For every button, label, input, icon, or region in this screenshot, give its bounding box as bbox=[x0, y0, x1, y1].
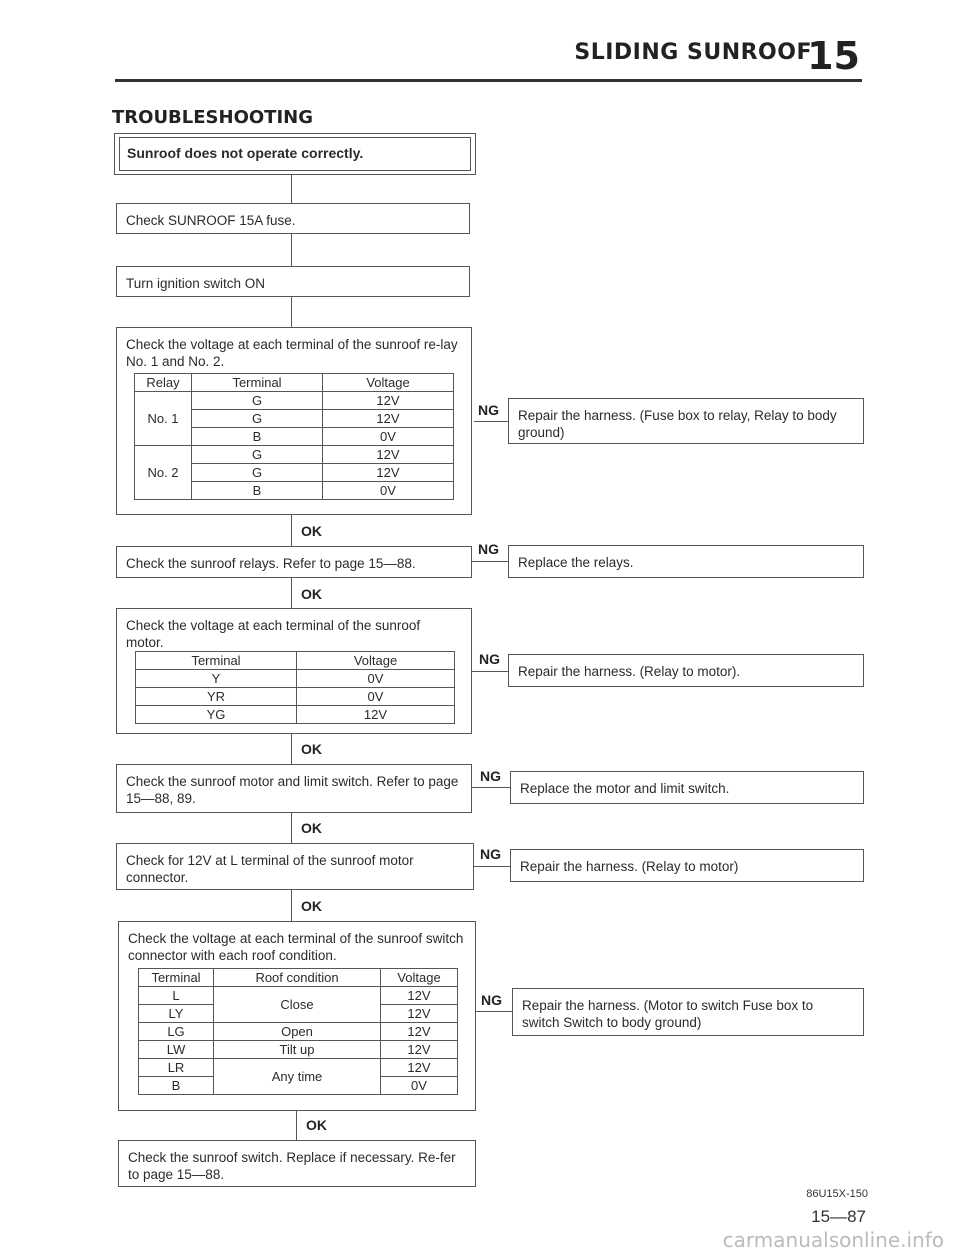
figure-code: 86U15X-150 bbox=[806, 1188, 868, 1200]
roof-condition-cell: Close bbox=[214, 987, 381, 1023]
table-header: Voltage bbox=[323, 374, 454, 392]
table-row bbox=[139, 1059, 458, 1077]
table-row bbox=[139, 1041, 458, 1059]
terminal-cell: G bbox=[192, 392, 323, 410]
voltage-cell: 12V bbox=[323, 464, 454, 482]
ok-label: OK bbox=[306, 1117, 327, 1133]
voltage-cell: 0V bbox=[381, 1077, 458, 1095]
step-motor-voltage bbox=[116, 608, 472, 734]
ok-label: OK bbox=[301, 586, 322, 602]
terminal-cell: LG bbox=[139, 1023, 214, 1041]
voltage-cell: 12V bbox=[381, 1041, 458, 1059]
table-row bbox=[136, 688, 455, 706]
voltage-cell: 12V bbox=[381, 987, 458, 1005]
motor-voltage-table bbox=[135, 651, 455, 724]
step-motor-voltage-text: Check the voltage at each terminal of the sunroof motor. bbox=[126, 618, 421, 650]
voltage-cell: 12V bbox=[381, 1059, 458, 1077]
start-box-inner bbox=[119, 137, 471, 171]
ng-label: NG bbox=[479, 651, 500, 667]
connector-line bbox=[474, 866, 510, 867]
step-ignition bbox=[116, 266, 470, 297]
ng-label: NG bbox=[478, 402, 499, 418]
action-box bbox=[512, 988, 864, 1036]
terminal-cell: Y bbox=[136, 670, 297, 688]
step-motor-limit bbox=[116, 764, 472, 813]
start-box bbox=[114, 133, 476, 175]
terminal-cell: LY bbox=[139, 1005, 214, 1023]
ok-label: OK bbox=[301, 898, 322, 914]
action-text: Repair the harness. (Fuse box to relay, Relay to body ground) bbox=[518, 408, 837, 440]
connector-line bbox=[291, 297, 292, 327]
terminal-cell: L bbox=[139, 987, 214, 1005]
action-box bbox=[508, 654, 864, 687]
action-box bbox=[508, 545, 864, 578]
table-header: Terminal bbox=[139, 969, 214, 987]
terminal-cell: G bbox=[192, 410, 323, 428]
action-text: Replace the relays. bbox=[518, 555, 634, 570]
step-l-terminal bbox=[116, 843, 474, 890]
start-text: Sunroof does not operate correctly. bbox=[127, 145, 364, 161]
step-relay-check-text: Check the sunroof relays. Refer to page 15—88. bbox=[126, 556, 416, 571]
action-text: Repair the harness. (Relay to motor) bbox=[520, 859, 739, 874]
table-row bbox=[135, 392, 454, 410]
table-header-row bbox=[135, 374, 454, 392]
switch-voltage-table bbox=[138, 968, 458, 1095]
voltage-cell: 12V bbox=[323, 410, 454, 428]
table-row bbox=[135, 446, 454, 464]
voltage-cell: 12V bbox=[323, 446, 454, 464]
section-number: 15 bbox=[807, 34, 860, 78]
roof-condition-cell: Any time bbox=[214, 1059, 381, 1095]
terminal-cell: LR bbox=[139, 1059, 214, 1077]
step-switch-voltage-text: Check the voltage at each terminal of the sunroof switch connector with each roof condition. bbox=[128, 931, 464, 963]
terminal-cell: YG bbox=[136, 706, 297, 724]
table-header: Voltage bbox=[297, 652, 455, 670]
roof-condition-cell: Open bbox=[214, 1023, 381, 1041]
step-motor-limit-text: Check the sunroof motor and limit switch. Refer to page 15—88, 89. bbox=[126, 774, 459, 806]
roof-condition-cell: Tilt up bbox=[214, 1041, 381, 1059]
terminal-cell: YR bbox=[136, 688, 297, 706]
step-relay-check bbox=[116, 546, 472, 578]
voltage-cell: 12V bbox=[381, 1005, 458, 1023]
table-header: Terminal bbox=[192, 374, 323, 392]
table-header: Terminal bbox=[136, 652, 297, 670]
action-box bbox=[510, 849, 864, 882]
terminal-cell: B bbox=[139, 1077, 214, 1095]
table-header-row bbox=[136, 652, 455, 670]
voltage-cell: 12V bbox=[381, 1023, 458, 1041]
voltage-cell: 0V bbox=[323, 482, 454, 500]
table-row bbox=[139, 1023, 458, 1041]
connector-line bbox=[472, 561, 508, 562]
table-row bbox=[139, 987, 458, 1005]
connector-line bbox=[291, 734, 292, 764]
terminal-cell: B bbox=[192, 482, 323, 500]
relay-cell: No. 1 bbox=[135, 392, 192, 446]
action-text: Replace the motor and limit switch. bbox=[520, 781, 730, 796]
connector-line bbox=[291, 515, 292, 546]
step-switch-voltage bbox=[118, 921, 476, 1111]
table-header: Roof condition bbox=[214, 969, 381, 987]
voltage-cell: 0V bbox=[297, 670, 455, 688]
ng-label: NG bbox=[480, 768, 501, 784]
terminal-cell: G bbox=[192, 446, 323, 464]
ng-label: NG bbox=[481, 992, 502, 1008]
connector-line bbox=[472, 787, 510, 788]
step-switch-check bbox=[118, 1140, 476, 1187]
ok-label: OK bbox=[301, 820, 322, 836]
step-ignition-text: Turn ignition switch ON bbox=[126, 276, 266, 291]
connector-line bbox=[476, 1011, 512, 1012]
connector-line bbox=[291, 890, 292, 921]
connector-line bbox=[291, 175, 292, 203]
table-row bbox=[136, 706, 455, 724]
terminal-cell: LW bbox=[139, 1041, 214, 1059]
header-rule bbox=[115, 79, 862, 82]
table-header: Relay bbox=[135, 374, 192, 392]
watermark: carmanualsonline.info bbox=[722, 1228, 944, 1252]
relay-voltage-table bbox=[134, 373, 454, 500]
connector-line bbox=[291, 578, 292, 608]
table-header: Voltage bbox=[381, 969, 458, 987]
header-title: SLIDING SUNROOF bbox=[574, 40, 812, 65]
step-fuse bbox=[116, 203, 470, 234]
connector-line bbox=[472, 671, 508, 672]
voltage-cell: 0V bbox=[323, 428, 454, 446]
table-header-row bbox=[139, 969, 458, 987]
ng-label: NG bbox=[478, 541, 499, 557]
terminal-cell: G bbox=[192, 464, 323, 482]
section-title: TROUBLESHOOTING bbox=[112, 107, 313, 128]
step-switch-check-text: Check the sunroof switch. Replace if necessary. Re-fer to page 15—88. bbox=[128, 1150, 456, 1182]
step-relay-voltage-text: Check the voltage at each terminal of the sunroof re-lay No. 1 and No. 2. bbox=[126, 337, 458, 369]
ok-label: OK bbox=[301, 523, 322, 539]
connector-line bbox=[474, 421, 508, 422]
action-box bbox=[510, 771, 864, 804]
terminal-cell: B bbox=[192, 428, 323, 446]
page-number: 15—87 bbox=[811, 1207, 866, 1226]
action-text: Repair the harness. (Motor to switch Fuse box to switch Switch to body ground) bbox=[522, 998, 814, 1030]
action-text: Repair the harness. (Relay to motor). bbox=[518, 664, 741, 679]
voltage-cell: 12V bbox=[297, 706, 455, 724]
connector-line bbox=[296, 1111, 297, 1140]
voltage-cell: 12V bbox=[323, 392, 454, 410]
ok-label: OK bbox=[301, 741, 322, 757]
action-box bbox=[508, 398, 864, 444]
voltage-cell: 0V bbox=[297, 688, 455, 706]
relay-cell: No. 2 bbox=[135, 446, 192, 500]
connector-line bbox=[291, 234, 292, 266]
ng-label: NG bbox=[480, 846, 501, 862]
step-relay-voltage bbox=[116, 327, 472, 515]
step-fuse-text: Check SUNROOF 15A fuse. bbox=[126, 213, 296, 228]
connector-line bbox=[291, 813, 292, 843]
table-row bbox=[136, 670, 455, 688]
step-l-terminal-text: Check for 12V at L terminal of the sunroof motor connector. bbox=[126, 853, 414, 885]
